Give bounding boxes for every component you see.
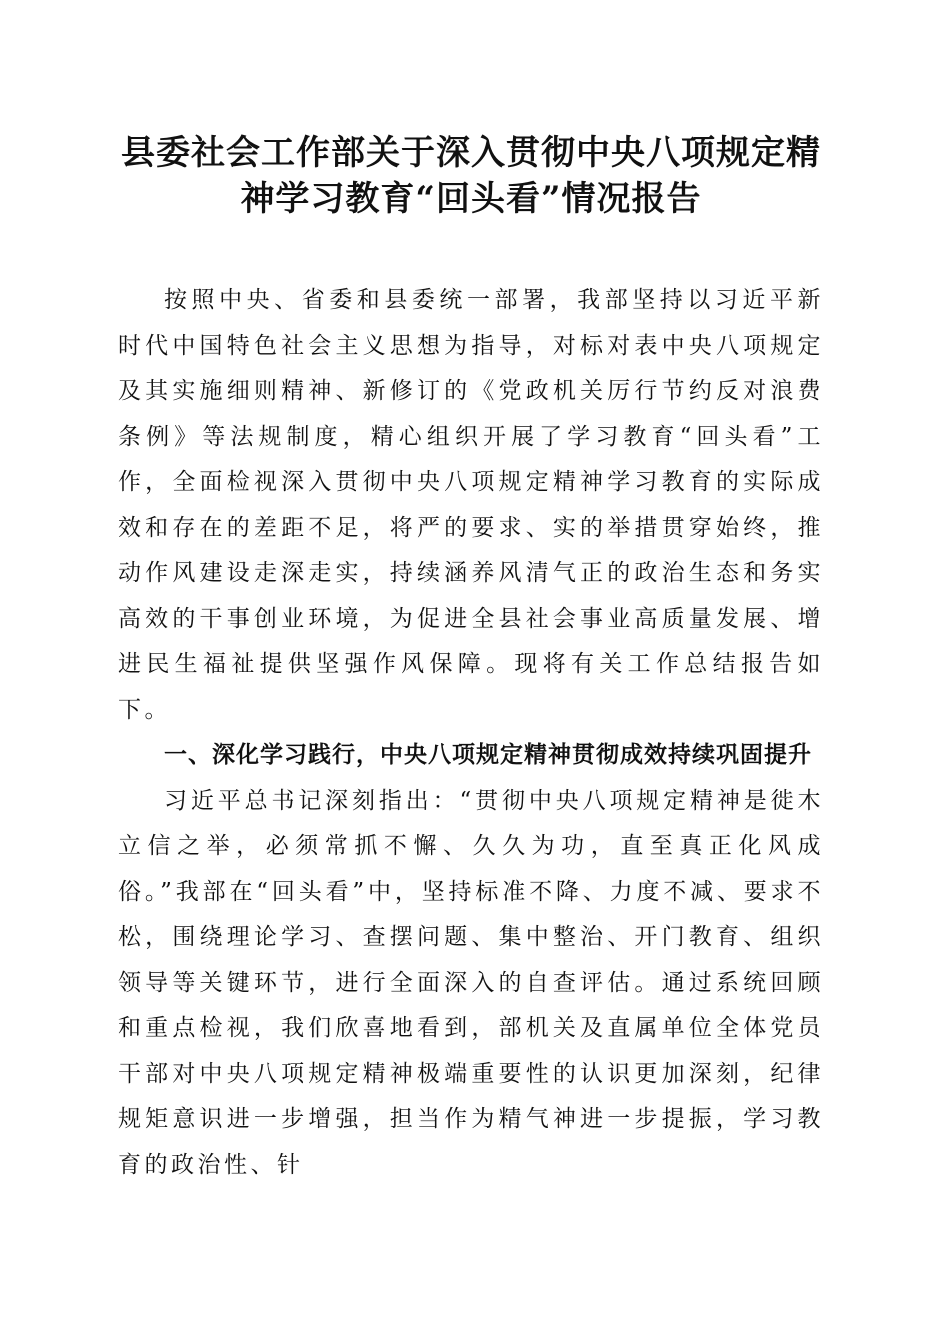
document-title	[118, 130, 824, 222]
document-page	[118, 130, 824, 1188]
intro-paragraph: 按照中央、省委和县委统一部署，我部坚持以习近平新时代中国特色社会主义思想为指导，对标对表中央八项规定及其实施细则精神、新修订的《党政机关厉行节约反对浪费条例》等法规制度，精心组织开展了学习教育“回头看”工作，全面检视深入贯彻中央八项规定精神学习教育的实际成效和存在的差距不足，将严的要求、实的举措贯穿始终，推动作风建设走深走实，持续涵养风清气正的政治生态和务实高效的干事创业环境，为促进全县社会事业高质量发展、增进民生福祉提供坚强作风保障。现将有关工作总结报告如下。	[118, 287, 824, 723]
section-1-paragraph: 习近平总书记深刻指出：“贯彻中央八项规定精神是徙木立信之举，必须常抓不懈、久久为功，直至真正化风成俗。”我部在“回头看”中，坚持标准不降、力度不减、要求不松，围绕理论学习、查摆问题、集中整治、开门教育、组织领导等关键环节，进行全面深入的自查评估。通过系统回顾和重点检视，我们欣喜地看到，部机关及直属单位全体党员干部对中央八项规定精神极端重要性的认识更加深刻，纪律规矩意识进一步增强，担当作为精气神进一步提振，学习教育的政治性、针	[118, 787, 824, 1178]
title-line-1: 县委社会工作部关于深入贯彻中央八项规定精	[121, 133, 821, 173]
section-1-heading: 一、深化学习践行，中央八项规定精神贯彻成效持续巩固提升	[164, 742, 812, 768]
title-line-2: 神学习教育“回头看”情况报告	[240, 179, 702, 219]
